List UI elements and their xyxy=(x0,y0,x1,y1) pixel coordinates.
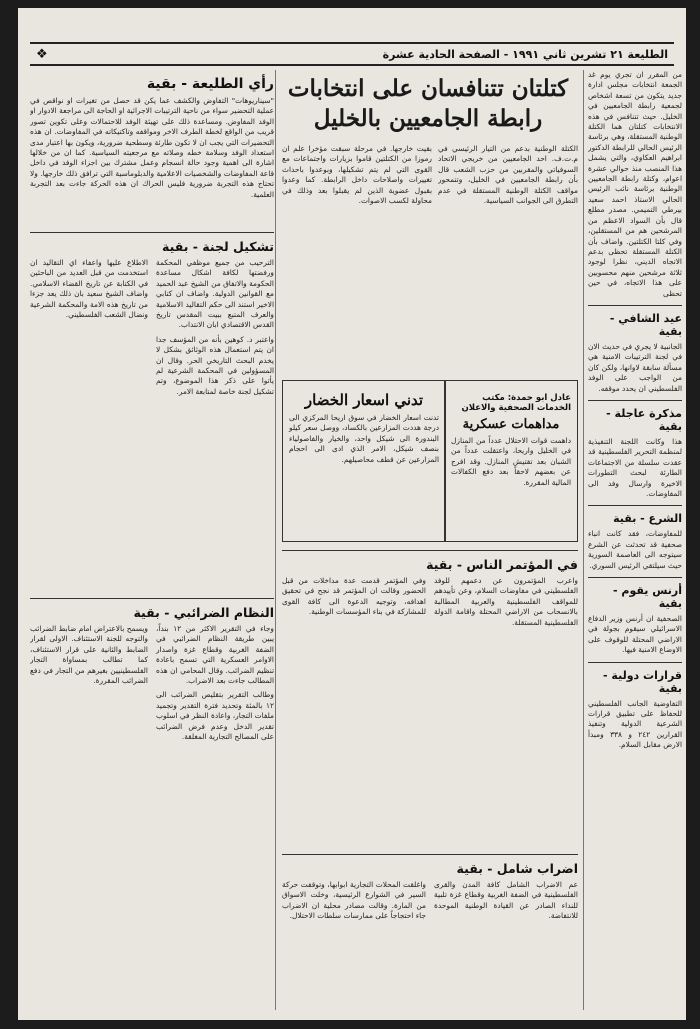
tax-section xyxy=(30,592,274,1012)
header-ornament: ❖ xyxy=(36,46,48,62)
main-headline-line2: رابطة الجامعيين بالخليل xyxy=(313,105,543,132)
committee-text: الترحيب من جميع موظفي المحكمة ورفضتها لكافة اشكال مساعدة الحكومة والاتفاق من الشيخ عبد الحميد مع القوانين الدولية. واضاف ان كتابي الاخير استند الى حكم التقاليد الاسلامية والعرف المتبع ببيت المقدس تاريخ القدس الاقتصادي ابان الانتداب. xyxy=(156,258,274,330)
divider xyxy=(282,550,578,551)
main-article-continued: من المقرر ان تجري يوم غد الجمعة انتخابات مجلس ادارة جديد يتكون من تسعة اشخاص لجمعية رابطة الجامعيين في الخليل. حيث تتنافس في هذه الانتخابات كتلتان هما الكتلة الوطنية المستقلة، وهي برئاسة الرئيس الحالي للرابطة الدكتور ابراهيم العكاوي، والتي يشمل هذا المنصب منذ حوالي عشرة اعوام، وكتلة رابطة الجامعيين الوطنية برئاسة نائب الرئيس الحالي الاستاذ احمد سعيد بيرطي التميمي. مصدر مطلع قال بأن السواد الاعظم من المرشحين هم من المستقلين، وفي كلتا الكتلتين. واضاف بأن الكتلة المستقلة تحظى بدعم الاتجاه الديني، نظرا لوجود ثلاثة مرشحين منهم محسوبين على هذا الاتجاه، في حين تحظى xyxy=(588,70,682,298)
editorial-title: رأي الطليعة - بقية xyxy=(146,76,274,92)
conference-section xyxy=(282,544,578,794)
editorial-text: "سيناريوهات" التفاوض والكشف عما يكن قد حصل من تغيرات او نواقص في عملية التحضير سواء من ناحية الترتيبات الاجرائية او الحاجة الى مراجعة الادوار او الوفد المفاوض. ومساعدة ذلك على تهيئة الوفد للاحتمالات وعلى تكوين تصور قريب من الواقع لخطة الطرف الاخر ومواقفه وتاكتيكاته في المفاوضات. ان هذه التحضيرات التي يجب ان لا تكون طارئة وسطحية ضرورية، ويكون بها اعتبار مدى استعداد الوفد وسلامة خطه وصلاته مع مرجعيته السياسية. كما ان من خلالها اشارة الى اهمية وجود حالة انسجام وعمل مشترك بين اجزاء الوفد في داخل قاعة المفاوضات والشخصيات الاعلامية والدبلوماسية التي ترافق ذلك خارجها. ولا تحتاج هذه التجربة ضرورية فليس الحراك ان هذه الحركة جاءت بعد التجربة العلمية. xyxy=(30,96,274,199)
conference-title: في المؤتمر الناس - بقية xyxy=(426,557,578,572)
sidebar-column xyxy=(588,70,682,755)
sidebar-section xyxy=(588,505,682,571)
divider xyxy=(30,598,274,599)
vegetables-text: تدنت اسعار الخضار في سوق اريحا المركزي الى درجة هددت المزارعين بالكساد، ووصل سعر كيلو البندورة الى شيكل واحد، والخيار والفاصولياء بنصف شيكل، الامر الذي ادى الى احجام المزارعين عن قطف محاصيلهم. xyxy=(289,413,439,464)
sidebar-section-title: أرنس يقوم - بقية xyxy=(612,584,682,611)
page-date-line: الطليعة ٢١ تشرين ثاني ١٩٩١ - الصفحة الحادية عشرة xyxy=(382,47,668,61)
tax-title: النظام الضرائبي - بقية xyxy=(133,605,274,620)
sidebar-section-title: الشرع - بقية xyxy=(613,512,682,526)
strike-title: اضراب شامل - بقية xyxy=(456,861,578,876)
conference-text: واعرب المؤتمرون عن دعمهم للوفد الفلسطيني في مفاوضات السلام، وعن تأييدهم للمواقف الفلسطينية والعربية المطالبة بالانسحاب من الاراضي المحتلة واقامة الدولة الفلسطينية المستقلة. xyxy=(434,576,578,627)
notice-text: داهمت قوات الاحتلال عدداً من المنازل في الخليل واريحا، واعتقلت عدداً من الشبان بعد تفتيش المنازل. وقد افرج عن بعضهم لاحقاً بعد دفع الكفالات المالية المقررة. xyxy=(451,436,571,487)
main-headline-line1: كتلتان تتنافسان على انتخابات xyxy=(287,75,569,102)
sidebar-section-text: هذا وكانت اللجنة التنفيذية لمنظمة التحرير الفلسطينية قد عقدت سلسلة من الاجتماعات الطارئة لبحث التطورات الاخيرة وارسال وفد الى المفاوضات. xyxy=(588,436,682,498)
strike-text: واغلقت المحلات التجارية ابوابها، وتوقفت حركة السير في الشوارع الرئيسية، وخلت الاسواق من المارة. وقالت مصادر محلية ان الاضراب جاء احتجاجاً على ممارسات سلطات الاحتلال. xyxy=(282,880,426,921)
divider xyxy=(588,400,682,401)
sidebar-section-text: الصحفية ان أرنس وزير الدفاع الاسرائيلي سيقوم بجولة في الاراضي المحتلة للوقوف على الاوضاع الامنية فيها. xyxy=(588,614,682,655)
vegetables-title: تدني اسعار الخضار xyxy=(304,391,424,409)
newspaper-page xyxy=(18,8,686,1020)
divider xyxy=(588,662,682,663)
sidebar-section-text: التفاوضية الجانب الفلسطيني للحفاظ على تطبيق قرارات الشرعية الدولية وتنفيذ القرارين ٢٤٢ و ٣٣٨ ومبدأ الارض مقابل السلام. xyxy=(588,698,682,750)
tax-text: وطالب التقرير بتقليص الضرائب الى ١٢ بالمئة وتحديد فترة التقدير وتجميد ملفات التجار، واعادة النظر في اسلوب تقدير الدخل وعدم فرض الضرائب على المصالح التجارية المغلقة. xyxy=(156,690,274,742)
sidebar-section-text: الجانبية لا يجري في حديث الان في لجنة الترتيبات الامنية هي مسألة سابقة لاوانها، ولكن كان من الواجب على الوفد الفلسطيني ان يحدد موقفه. xyxy=(588,341,682,393)
column-divider xyxy=(275,70,276,1010)
divider xyxy=(588,305,682,306)
conference-text: وفي المؤتمر قدمت عدة مداخلات من قبل الحضور وقالت ان المؤتمر قد نجح في تحقيق اهدافه، وتوجيه الدعوة الى كافة القوى للمشاركة في بناء المؤسسات الوطنية. xyxy=(282,576,426,617)
sidebar-section-title: مذكرة عاجلة - بقية xyxy=(606,406,682,433)
editorial-section xyxy=(30,70,274,220)
main-article-text: الكتلة الوطنية بدعم من التيار الرئيسي في م.ت.ف. احد الجامعيين من خريجي الاتحاد السوفياتي والمقربين من حزب الشعب قال بأن رابطة الجامعيين في الخليل، وتتمحور مواقف الكتلة الوطنية المستقلة في عدم التطرق الى الجوانب السياسية. xyxy=(438,144,578,206)
sidebar-section-title: عيد الشافي - بقية xyxy=(609,311,682,338)
strike-text: عم الاضراب الشامل كافة المدن والقرى الفلسطينية في الضفة الغربية وقطاع غزة تلبية للنداء الصادر عن القيادة الوطنية الموحدة للانتفاضة. xyxy=(434,880,578,921)
running-header xyxy=(30,42,674,66)
committee-section xyxy=(30,226,274,586)
main-article-col1 xyxy=(438,144,578,390)
notice-title: عادل ابو حمدة: مكتب الخدمات الصحفية والاعلان xyxy=(461,393,571,413)
vegetables-box xyxy=(282,380,446,542)
committee-text: واعتبر د. كوهين بأنه من المؤسف جدا ان يتم استعمال هذه الوثائق بشكل لا يخدم البحث التاريخي الحر. وقال ان المسؤولين في المحكمة الشرعية لم يأتوا على ذكر هذا الموضوع، وتم تشكيل لجنة خاصة لمتابعة الامر. xyxy=(156,334,274,396)
notice-subtitle: مداهمات عسكرية xyxy=(462,417,560,432)
main-article-col2 xyxy=(282,144,432,376)
strike-section xyxy=(282,848,578,1016)
committee-text: الاطلاع عليها واعفاء اي التقاليد ان استخدمت من قبل العديد من الباحثين في الكتابة عن تاريخ القضاء الاسلامي. واضاف الشيخ سعيد بان ذلك يعد جزءا من تاريخ هذه الامة والمحكمة الشرعية ونضال الشعب الفلسطيني. xyxy=(30,258,148,320)
divider xyxy=(588,505,682,506)
divider xyxy=(588,577,682,578)
sidebar-section-text: للمفاوضات، فقد كانت انباء صحفية قد تحدثت عن الشرع سيتوجه الى العاصمة السورية حيث سيلتقي الرئيس السوري. xyxy=(588,529,682,570)
sidebar-section xyxy=(588,400,682,499)
main-article-text: بقيت خارجها. في مرحلة سبقت مؤخرا علم ان رموزا من الكتلتين قاموا بزيارات واجتماعات مع القوى التي لم يتم تشكيلها، وبوعدوا باحداث تغييرات واصلاحات داخل الرابطة. كما وعدوا بقبول عضوية الذين لم يقبلوا بعد وذلك في محاولة لكسب الاصوات. xyxy=(282,144,432,206)
sidebar-section xyxy=(588,662,682,751)
sidebar-section xyxy=(588,305,682,394)
sidebar-section-title: قرارات دولية - بقية xyxy=(603,668,682,695)
sidebar-list xyxy=(588,305,682,751)
divider xyxy=(282,854,578,855)
sidebar-section xyxy=(588,577,682,656)
column-divider xyxy=(583,70,584,1010)
divider xyxy=(30,232,274,233)
main-headline xyxy=(278,74,578,134)
notice-box xyxy=(444,380,578,542)
tax-text: ويسمح بالاعتراض امام ضابط الضرائب والتوجه للجنة الاستئناف. الاولى لقرار الضابط والثانية على قرار الاستئناف، كما تطالب بمساواة التجار الفلسطينيين بغيرهم من التجار في دفع الضرائب المقررة. xyxy=(30,624,148,686)
committee-title: تشكيل لجنة - بقية xyxy=(162,239,274,254)
tax-text: وجاء في التقرير الاكثر من ١٢ بنداً، يبين طريقة النظام الضرائبي في الضفة الغربية وقطاع غزة واصدار الاوامر العسكرية التي تسمح باعادة تنظيم الضرائب. وقال المحامي ان هذه المطالب جاءت بعد الاضراب. xyxy=(156,624,274,686)
